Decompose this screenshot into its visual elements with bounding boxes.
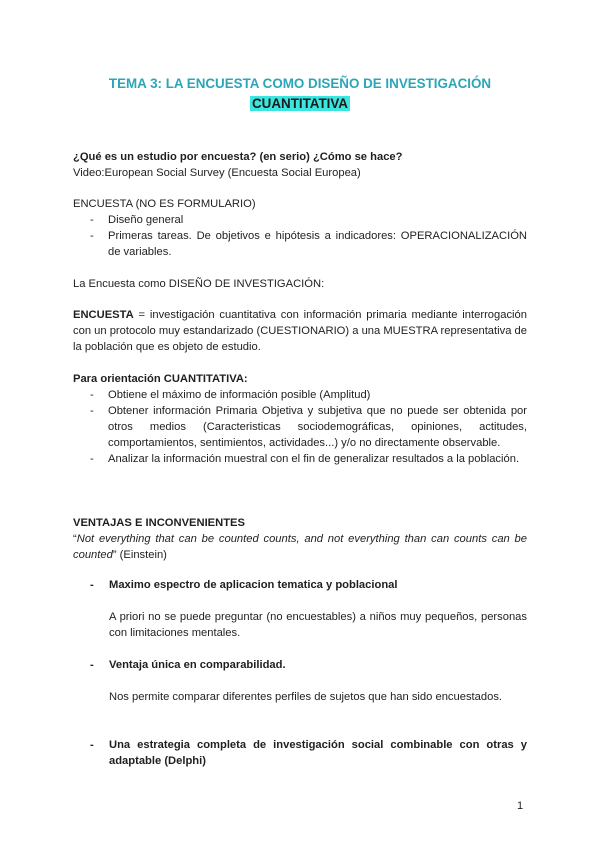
diseno-line-section bbox=[73, 276, 527, 292]
title-line-1: TEMA 3: LA ENCUESTA COMO DISEÑO DE INVESTIGACIÓN bbox=[108, 76, 492, 91]
list-item: - Obtiene el máximo de información posible (Amplitud) bbox=[73, 387, 527, 403]
quote-text: Not everything that can be counted counts, and not everything than can counts can be counted bbox=[73, 533, 527, 561]
diseno-line: La Encuesta como DISEÑO DE INVESTIGACIÓN: bbox=[73, 278, 325, 290]
encuesta-definition-section bbox=[73, 196, 527, 260]
ventaja-body: A priori no se puede preguntar (no encuestables) a niños muy pequeños, personas con limitaciones mentales. bbox=[109, 611, 527, 639]
encuesta-text: = investigación cuantitativa con información primaria mediante interrogación con un protocolo muy estandarizado (CUESTIONARIO) a una MUESTRA representativa de la población que es objeto de estudio. bbox=[73, 309, 527, 353]
intro-video: Video:European Social Survey (Encuesta Social Europea) bbox=[73, 167, 361, 179]
ventaja-body: Nos permite comparar diferentes perfiles de sujetos que han sido encuestados. bbox=[109, 691, 503, 703]
ventajas-heading: VENTAJAS E INCONVENIENTES bbox=[73, 517, 245, 529]
intro-section bbox=[73, 149, 527, 181]
orientacion-heading: Para orientación CUANTITATIVA: bbox=[73, 373, 248, 385]
page-number: 1 bbox=[517, 800, 524, 812]
list-item: - Diseño general bbox=[73, 212, 527, 228]
ventajas-section bbox=[73, 515, 527, 563]
orientacion-section bbox=[73, 371, 527, 467]
einstein-quote: “Not everything that can be counted counts, and not everything than can counts can be counted” (Einstein) bbox=[73, 533, 527, 561]
list-item: - Obtener información Primaria Objetiva y subjetiva que no puede ser obtenida por otros medios (Caracteristicas sociodemográficas, opiniones, actitudes, comportamientos, sentimientos, actividades...) y/o no directamente observable. bbox=[73, 403, 527, 451]
intro-question: ¿Qué es un estudio por encuesta? (en serio) ¿Cómo se hace? bbox=[73, 151, 403, 163]
ventaja-title: - Maximo espectro de aplicacion tematica y poblacional bbox=[73, 577, 527, 593]
encuesta-heading: ENCUESTA (NO ES FORMULARIO) bbox=[73, 198, 256, 210]
encuesta-term: ENCUESTA bbox=[73, 309, 134, 321]
ventaja-point-3 bbox=[73, 737, 527, 769]
orientacion-list bbox=[73, 387, 527, 467]
list-item: - Primeras tareas. De objetivos e hipótesis a indicadores: OPERACIONALIZACIÓN de variables. bbox=[73, 228, 527, 260]
ventaja-title: - Una estrategia completa de investigación social combinable con otras y adaptable (Delphi) bbox=[73, 737, 527, 769]
encuesta-paragraph bbox=[73, 307, 527, 355]
ventaja-title: - Ventaja única en comparabilidad. bbox=[73, 657, 527, 673]
list-item: - Analizar la información muestral con el fin de generalizar resultados a la población. bbox=[73, 451, 527, 467]
page-title bbox=[73, 74, 527, 114]
ventaja-point-1 bbox=[73, 577, 527, 641]
title-line-2-highlighted: CUANTITATIVA bbox=[252, 96, 348, 111]
encuesta-list bbox=[73, 212, 527, 260]
ventaja-point-2 bbox=[73, 657, 527, 705]
